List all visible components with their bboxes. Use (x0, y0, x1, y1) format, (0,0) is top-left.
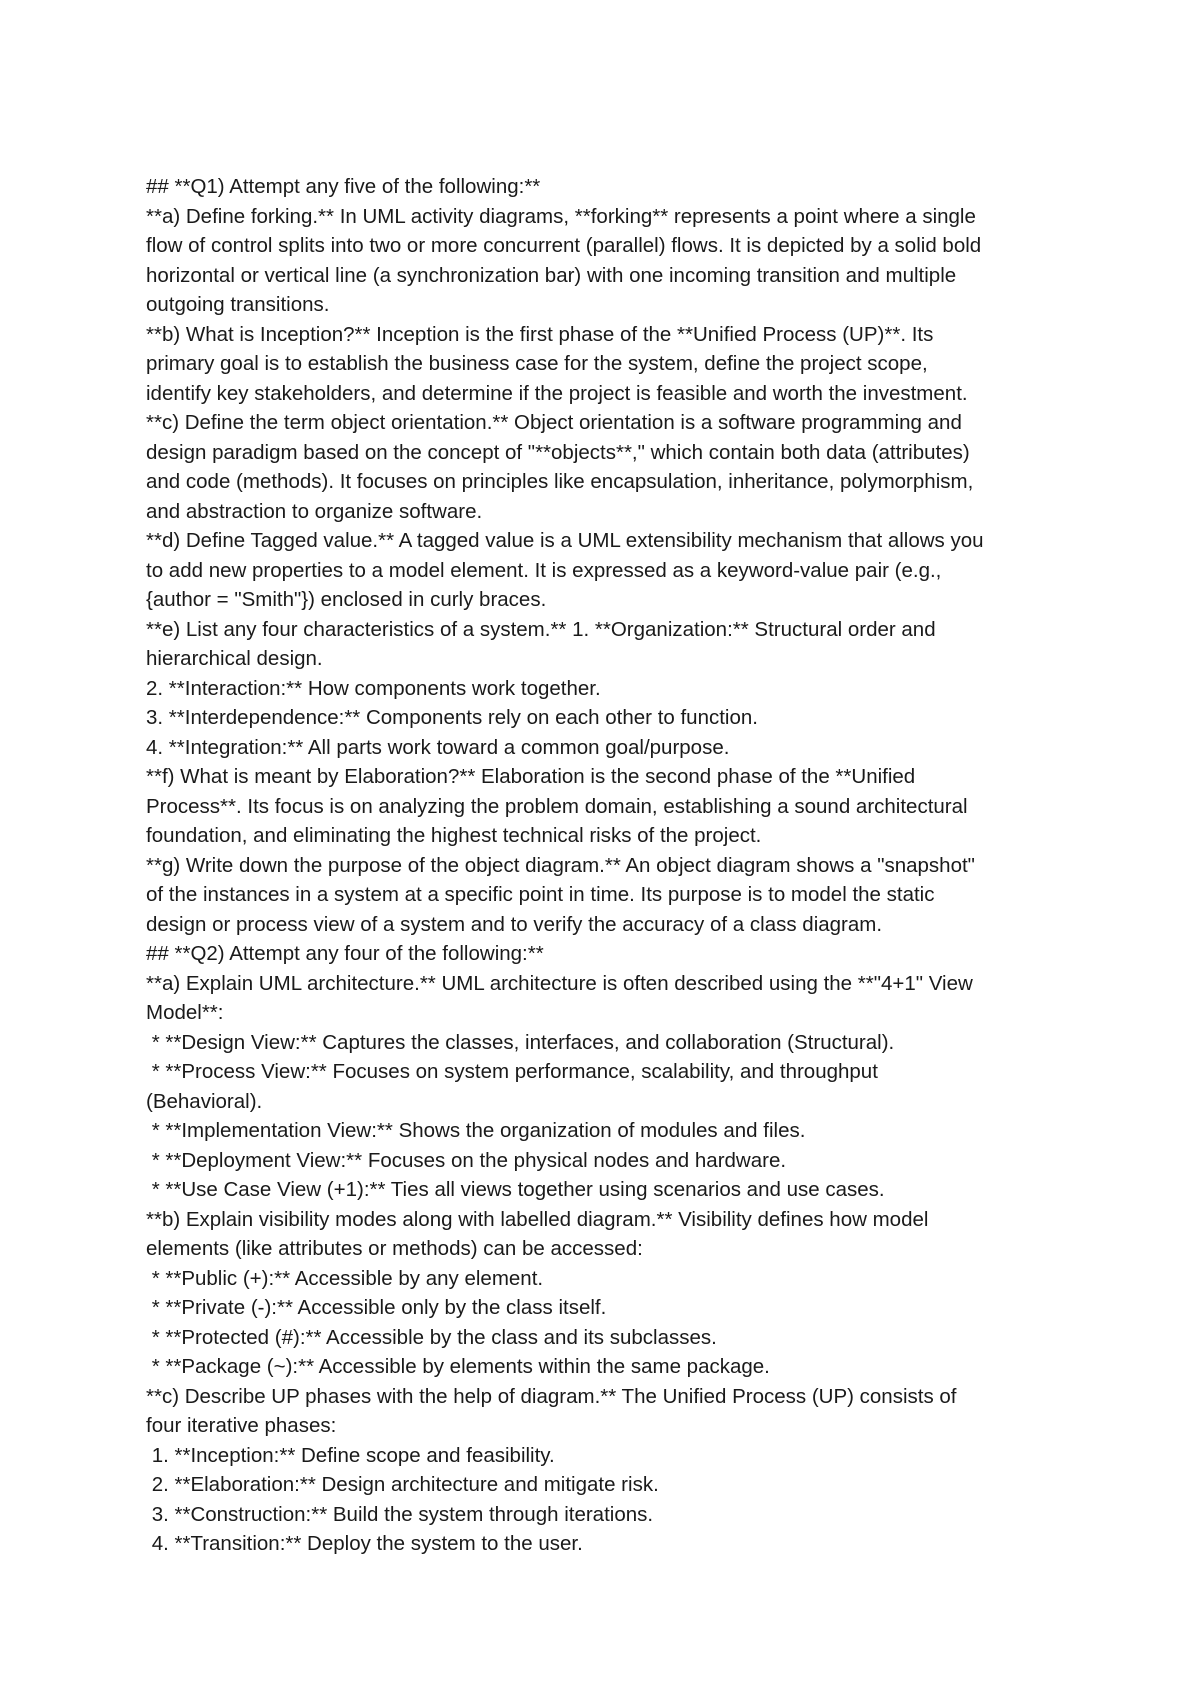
text-line: * **Protected (#):** Accessible by the class and its subclasses. (146, 1325, 717, 1349)
text-line: * **Design View:** Captures the classes, interfaces, and collaboration (Structural). (146, 1030, 895, 1054)
text-line: **f) What is meant by Elaboration?** Elaboration is the second phase of the **Unified (146, 765, 916, 788)
text-line: identify key stakeholders, and determine if the project is feasible and worth the investment. (146, 381, 968, 405)
text-line: foundation, and eliminating the highest technical risks of the project. (146, 824, 762, 847)
text-line: primary goal is to establish the business case for the system, define the project scope, (146, 352, 928, 375)
text-line: design or process view of a system and to verify the accuracy of a class diagram. (146, 912, 883, 936)
text-line: **a) Explain UML architecture.** UML architecture is often described using the **"4+1" View (146, 971, 973, 995)
text-line: 2. **Elaboration:** Design architecture and mitigate risk. (146, 1473, 659, 1496)
text-line: of the instances in a system at a specific point in time. Its purpose is to model the static (146, 883, 935, 906)
text-line: flow of control splits into two or more concurrent (parallel) flows. It is depicted by a solid bold (146, 234, 982, 257)
text-line: * **Package (~):** Accessible by elements within the same package. (146, 1355, 770, 1378)
text-line: 3. **Interdependence:** Components rely on each other to function. (146, 706, 758, 729)
text-line: (Behavioral). (146, 1089, 263, 1113)
text-line: four iterative phases: (146, 1414, 337, 1437)
text-line: 4. **Integration:** All parts work toward a common goal/purpose. (146, 735, 730, 759)
document-body (146, 172, 1076, 1559)
text-line: * **Process View:** Focuses on system performance, scalability, and throughput (146, 1060, 878, 1083)
text-line: **a) Define forking.** In UML activity diagrams, **forking** represents a point where a single (146, 204, 976, 228)
text-line: design paradigm based on the concept of "**objects**," which contain both data (attributes) (146, 440, 970, 464)
text-line: hierarchical design. (146, 647, 323, 670)
text-line: Process**. Its focus is on analyzing the problem domain, establishing a sound architectural (146, 794, 968, 818)
text-line: **b) What is Inception?** Inception is the first phase of the **Unified Process (UP)**. Its (146, 322, 934, 346)
text-line: to add new properties to a model element. It is expressed as a keyword-value pair (e.g., (146, 558, 942, 582)
text-line: and code (methods). It focuses on principles like encapsulation, inheritance, polymorphism, (146, 470, 974, 493)
text-line: **c) Define the term object orientation.** Object orientation is a software programming and (146, 411, 962, 434)
text-line: ## **Q2) Attempt any four of the following:** (146, 942, 544, 965)
text-line: ## **Q1) Attempt any five of the following:** (146, 175, 541, 198)
text-line: Model**: (146, 1001, 224, 1024)
text-line: * **Public (+):** Accessible by any element. (146, 1266, 544, 1290)
text-line: and abstraction to organize software. (146, 499, 483, 523)
text-line: 2. **Interaction:** How components work together. (146, 676, 601, 700)
text-line: 3. **Construction:** Build the system through iterations. (146, 1502, 654, 1526)
text-line: **g) Write down the purpose of the object diagram.** An object diagram shows a "snapshot" (146, 853, 975, 877)
text-line: * **Deployment View:** Focuses on the physical nodes and hardware. (146, 1148, 787, 1172)
text-line: **d) Define Tagged value.** A tagged value is a UML extensibility mechanism that allows you (146, 529, 984, 552)
text-line: * **Implementation View:** Shows the organization of modules and files. (146, 1119, 806, 1142)
text-line: **e) List any four characteristics of a system.** 1. **Organization:** Structural order and (146, 617, 936, 641)
text-line: {author = "Smith"}) enclosed in curly braces. (146, 588, 547, 611)
text-line: elements (like attributes or methods) can be accessed: (146, 1237, 643, 1260)
text-line: outgoing transitions. (146, 293, 330, 316)
text-line: * **Private (-):** Accessible only by the class itself. (146, 1296, 607, 1319)
text-line: * **Use Case View (+1):** Ties all views together using scenarios and use cases. (146, 1178, 885, 1201)
text-line: 1. **Inception:** Define scope and feasibility. (146, 1443, 555, 1467)
text-line: **b) Explain visibility modes along with labelled diagram.** Visibility defines how model (146, 1207, 929, 1231)
text-line: horizontal or vertical line (a synchronization bar) with one incoming transition and multiple (146, 263, 957, 287)
text-line: **c) Describe UP phases with the help of diagram.** The Unified Process (UP) consists of (146, 1384, 957, 1408)
text-line: 4. **Transition:** Deploy the system to the user. (146, 1532, 583, 1555)
